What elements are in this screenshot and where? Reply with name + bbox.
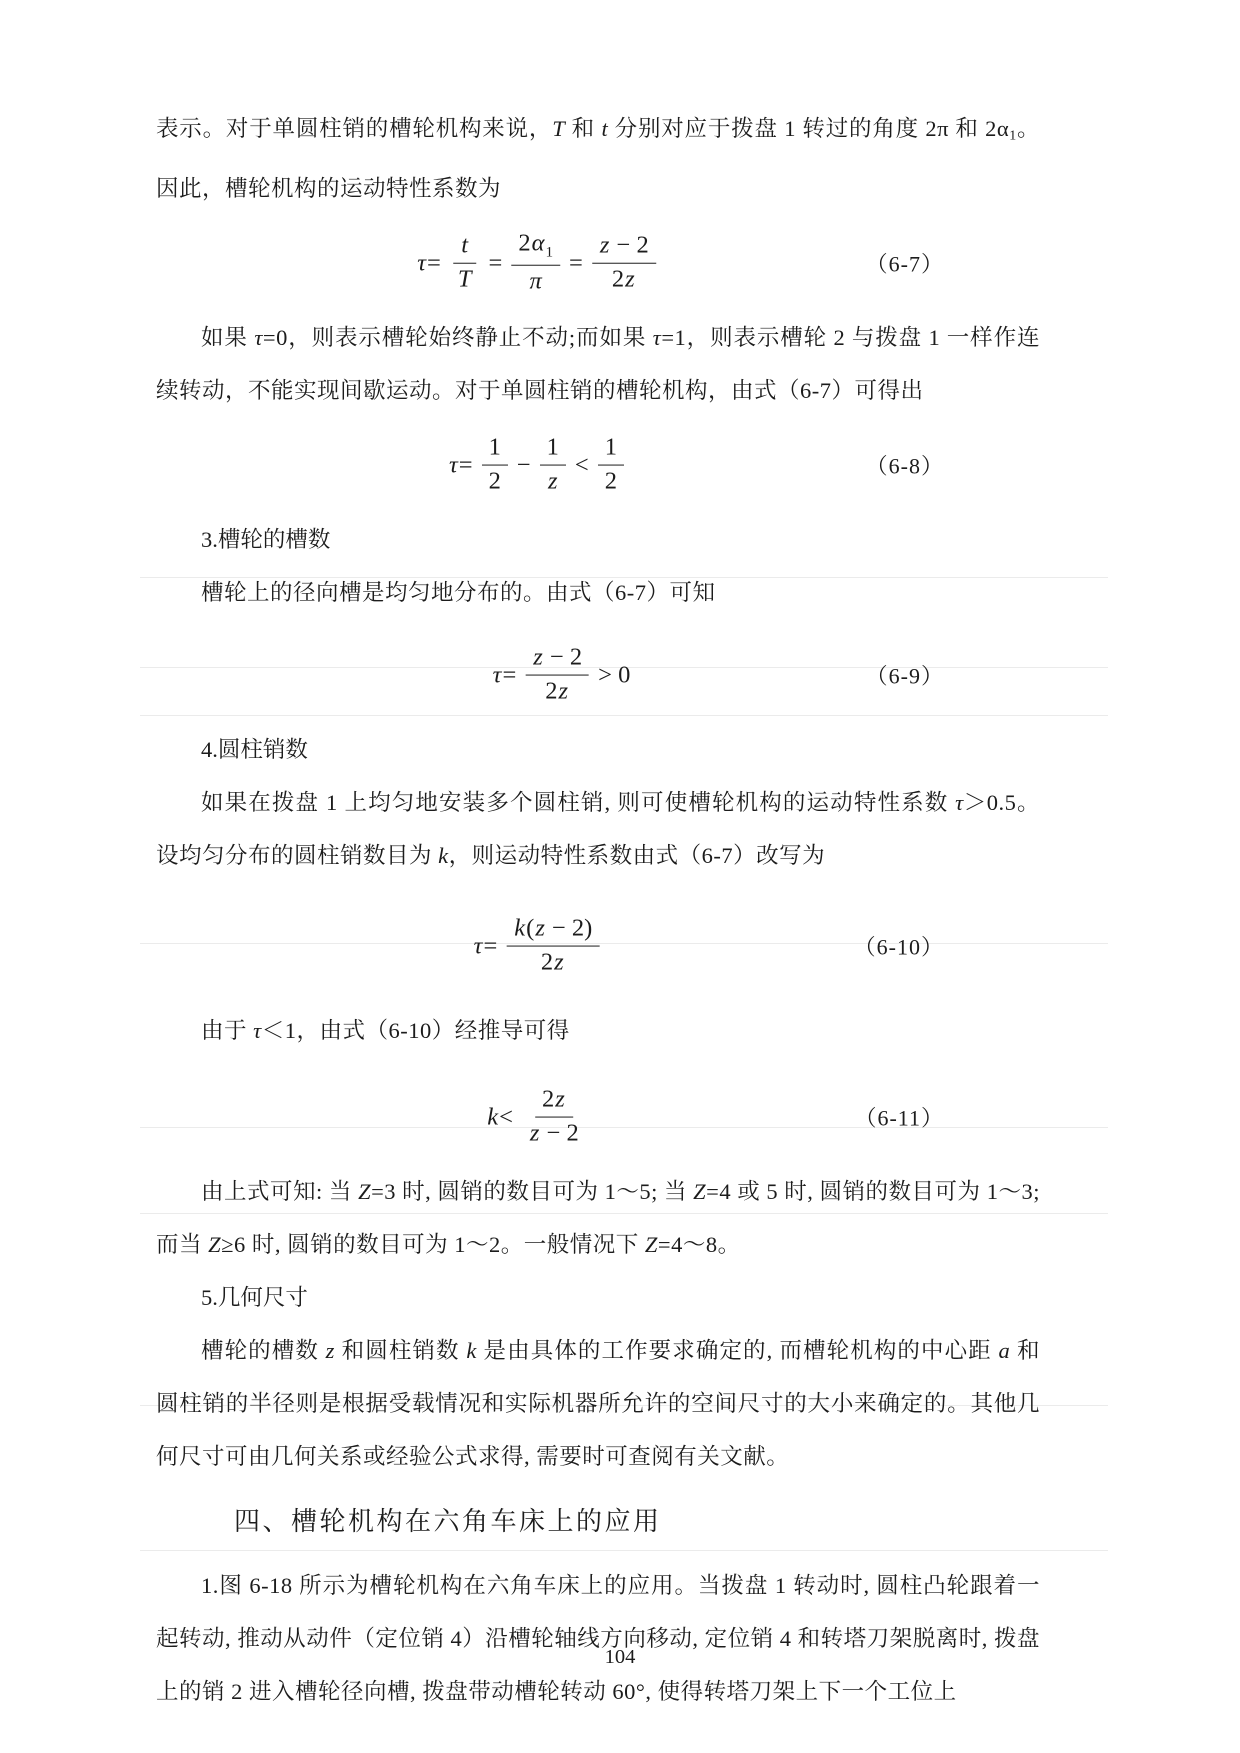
para-tau-limits: 如果 τ=0，则表示槽轮始终静止不动;而如果 τ=1，则表示槽轮 2 与拨盘 1 一样作连续转动，不能实现间歇运动。对于单圆柱销的槽轮机构，由式（6-7）可得出: [156, 325, 1040, 404]
page-content: [156, 102, 1040, 1718]
formula-6-7: τ = $\frac{t}{T}$ = $\frac{2\alpha_1}{\pi}$ = $\frac{z - 2}{2z}$: [416, 230, 656, 297]
equation-6-7: [156, 221, 1040, 305]
para-slot-distribution: 槽轮上的径向槽是均匀地分布的。由式（6-7）可知: [201, 580, 716, 606]
equation-label-6-11: （6-11）: [854, 1105, 944, 1131]
equation-6-11: [156, 1075, 1040, 1159]
equation-label-6-10: （6-10）: [853, 934, 944, 960]
section-heading-turret-lathe: 四、槽轮机构在六角车床上的应用: [234, 1507, 662, 1537]
heading-geometry: 5.几何尺寸: [201, 1285, 308, 1311]
equation-label-6-8: （6-8）: [865, 453, 944, 479]
para-coefficient-intro: 表示。对于单圆柱销的槽轮机构来说，T 和 t 分别对应于拨盘 1 转过的角度 2π 和 2α1。因此，槽轮机构的运动特性系数为: [156, 116, 1040, 202]
equation-6-10: [156, 904, 1040, 988]
para-geometry-determination: 槽轮的槽数 z 和圆柱销数 k 是由具体的工作要求确定的, 而槽轮机构的中心距 a 和圆柱销的半径则是根据受载情况和实际机器所允许的空间尺寸的大小来确定的。其他几何尺寸可由几何关系或经验公式求得, 需要时可查阅有关文献。: [156, 1338, 1040, 1470]
heading-pin-number: 4.圆柱销数: [201, 737, 308, 763]
para-figure-6-18-application: 1.图 6-18 所示为槽轮机构在六角车床上的应用。当拨盘 1 转动时, 圆柱凸轮跟着一起转动, 推动从动件（定位销 4）沿槽轮轴线方向移动, 定位销 4 和转塔刀架脱离时, 拨盘上的销 2 进入槽轮径向槽, 拨盘带动槽轮转动 60°, 使得转塔刀架上下一个工位上: [156, 1573, 1040, 1705]
formula-6-9: τ = $\frac{z - 2}{2z}$ > 0: [492, 644, 631, 705]
formula-6-8: τ = $\frac{1}{2}$ − $\frac{1}{z}$ < $\frac{1}{2}$: [448, 434, 624, 497]
equation-6-8: [156, 423, 1040, 507]
equation-6-9: [156, 633, 1040, 717]
page-number: 104: [604, 1646, 636, 1668]
formula-6-11: k < $\frac{2z}{z - 2}$: [487, 1086, 579, 1147]
formula-6-10: τ = $\frac{k(z - 2)}{2z}$: [473, 915, 600, 978]
para-multiple-pins: 如果在拨盘 1 上均匀地安装多个圆柱销, 则可使槽轮机构的运动特性系数 τ＞0.5。设均匀分布的圆柱销数目为 k，则运动特性系数由式（6-7）改写为: [156, 790, 1040, 869]
equation-label-6-9: （6-9）: [865, 663, 944, 689]
para-tau-less-than-one: 由于 τ＜1，由式（6-10）经推导可得: [201, 1018, 570, 1044]
para-pin-count-ranges: 由上式可知: 当 Z=3 时, 圆销的数目可为 1～5; 当 Z=4 或 5 时, 圆销的数目可为 1～3; 而当 Z≥6 时, 圆销的数目可为 1～2。一般情况下 Z=4～8。: [156, 1179, 1040, 1258]
equation-label-6-7: （6-7）: [865, 251, 944, 277]
heading-slot-number: 3.槽轮的槽数: [201, 527, 331, 553]
